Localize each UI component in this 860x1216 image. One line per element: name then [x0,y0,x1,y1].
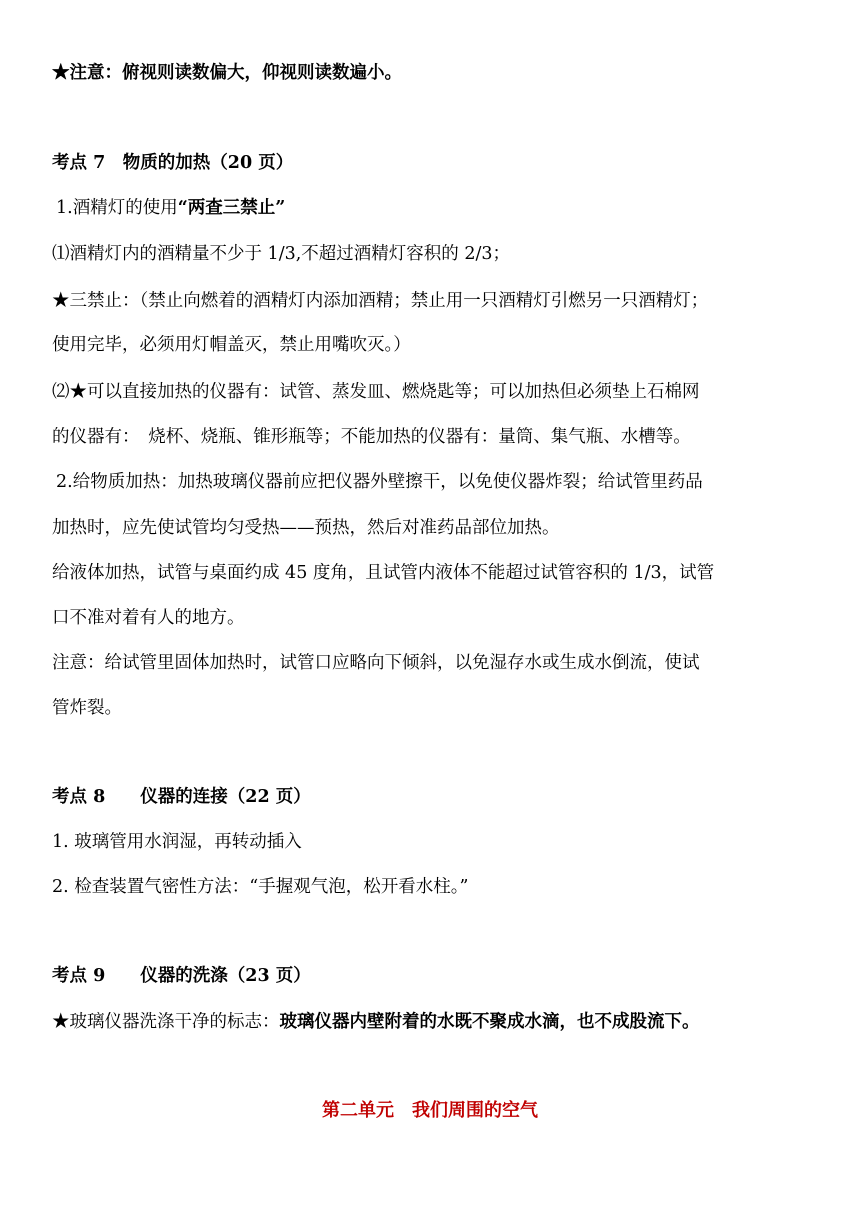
point7-paragraph-4-line2: 加热时，应先使试管均匀受热——预热，然后对准药品部位加热。 [52,518,560,538]
point7-item1 [56,196,816,220]
point9-item1 [52,1010,812,1034]
point7-paragraph-5-line2: 口不准对着有人的地方。 [52,608,245,628]
point7-paragraph-2-line2: 使用完毕，必须用灯帽盖灭，禁止用嘴吹灭。） [52,335,411,355]
point7-paragraph-4-line1: 2.给物质加热：加热玻璃仪器前应把仪器外壁擦干，以免使仪器炸裂；给试管里药品 [56,472,703,492]
point7-paragraph-1: ⑴酒精灯内的酒精量不少于 1/3,不超过酒精灯容积的 2/3； [52,244,511,264]
section-title-point9: 考点 9 仪器的洗涤（23 页） [52,966,311,986]
point7-paragraph-5-line1: 给液体加热，试管与桌面约成 45 度角，且试管内液体不能超过试管容积的 1/3，试管 [52,563,715,583]
point8-item1: 1. 玻璃管用水润湿，再转动插入 [52,832,302,852]
item1-prefix: 1.酒精灯的使用 [56,198,178,218]
point9-item1-emphasis: 玻璃仪器内壁附着的水既不聚成水滴，也不成股流下。 [279,1012,700,1032]
point7-paragraph-3-line1: ⑵★可以直接加热的仪器有：试管、蒸发皿、燃烧匙等；可以加热但必须垫上石棉网 [52,382,700,402]
point7-paragraph-2-line1: ★三禁止：（禁止向燃着的酒精灯内添加酒精；禁止用一只酒精灯引燃另一只酒精灯； [52,291,709,311]
unit-2-title: 第二单元 我们周围的空气 [322,1100,538,1121]
point8-item2: 2. 检查装置气密性方法：“手握观气泡，松开看水柱。” [52,877,469,897]
section-title-point7: 考点 7 物质的加热（20 页） [52,153,294,173]
section-title-point8: 考点 8 仪器的连接（22 页） [52,787,311,807]
point7-paragraph-6-line1: 注意：给试管里固体加热时，试管口应略向下倾斜，以免湿存水或生成水倒流，使试 [52,653,700,673]
point7-paragraph-3-line2: 的仪器有： 烧杯、烧瓶、锥形瓶等；不能加热的仪器有：量筒、集气瓶、水槽等。 [52,427,691,447]
item1-emphasis: “两查三禁止” [177,198,286,218]
point9-item1-prefix: ★玻璃仪器洗涤干净的标志： [52,1012,280,1032]
reading-note: ★注意：俯视则读数偏大，仰视则读数遍小。 [52,63,402,83]
point7-paragraph-6-line2: 管炸裂。 [52,698,122,718]
